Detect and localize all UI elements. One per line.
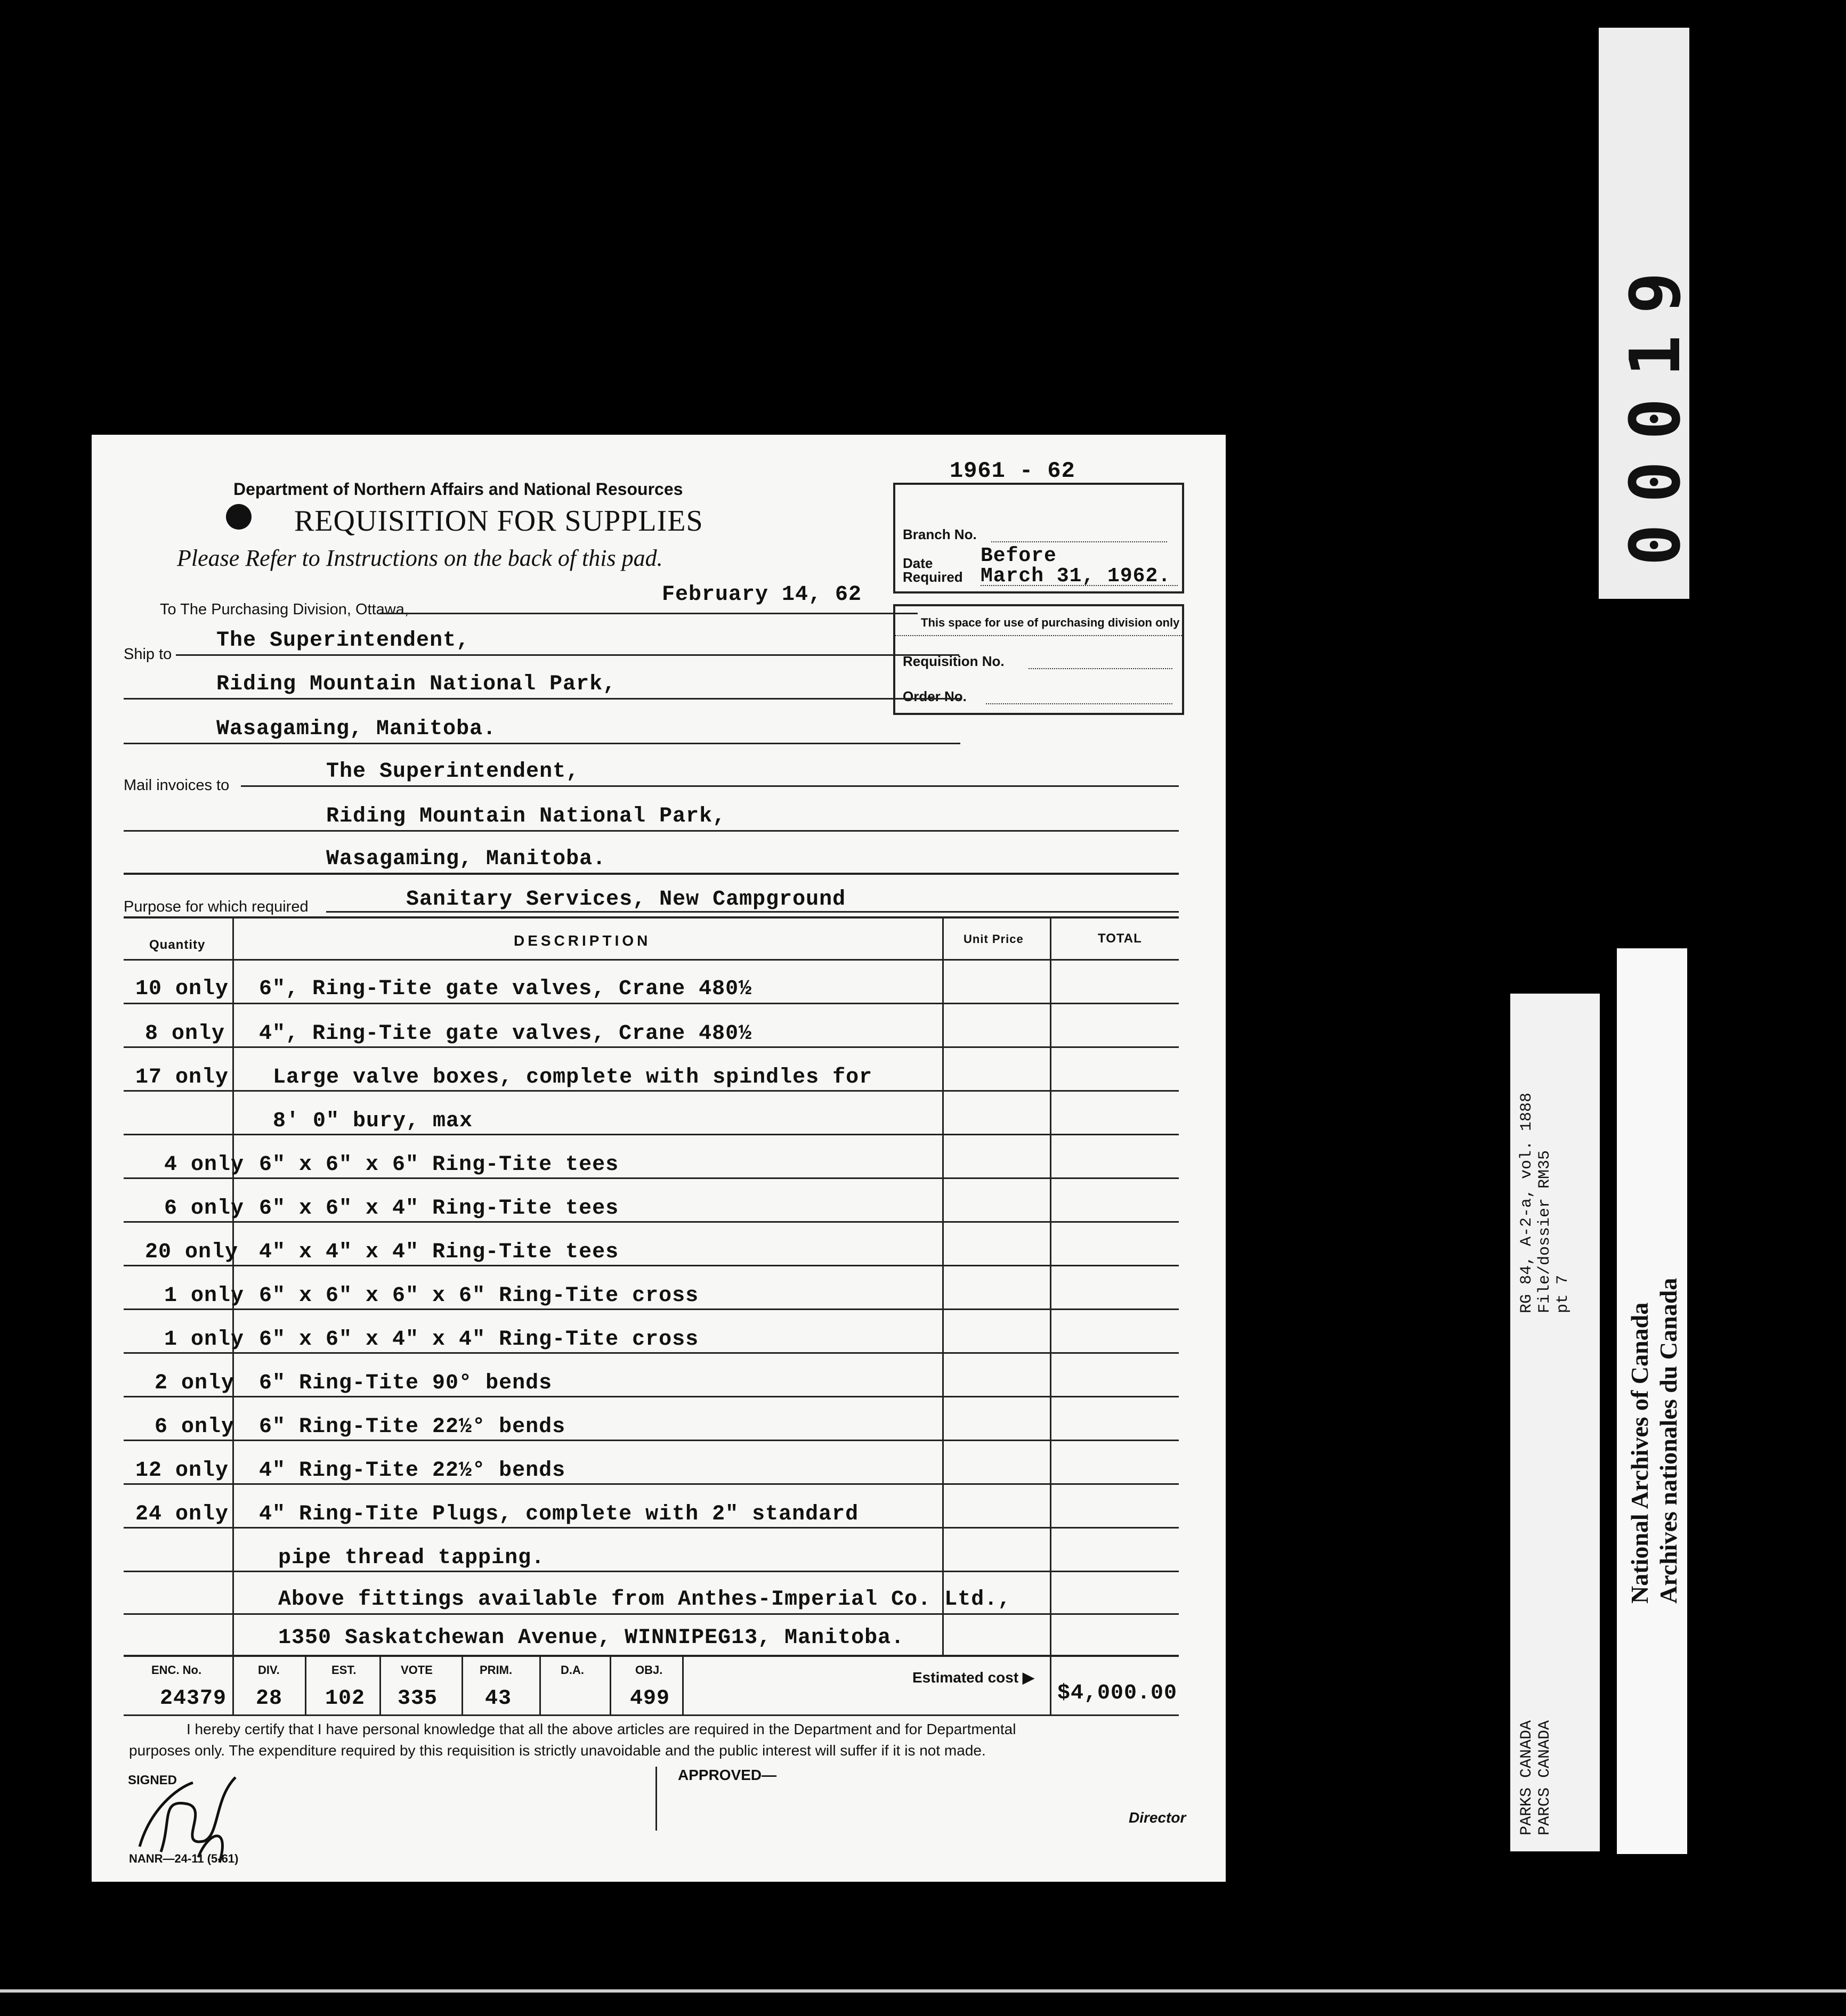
reference-line-1: RG 84, A-2-a, vol. 1888 [1518,1092,1536,1313]
row-qty: 4 only [164,1153,245,1177]
date-required-value-2: March 31, 1962. [981,565,1171,588]
prim-value: 43 [485,1687,512,1711]
mail-invoices-line-2: Riding Mountain National Park, [326,804,726,828]
row-description: Above fittings available from Anthes-Imperial Co. Ltd., [278,1588,1011,1612]
purpose-label: Purpose for which required [124,898,309,915]
unit-price-header: Unit Price [964,932,1024,946]
prim-label: PRIM. [480,1663,513,1677]
row-description: 6" Ring-Tite 22½° bends [259,1415,566,1439]
enc-label: ENC. No. [151,1663,202,1677]
approved-label: APPROVED— [678,1767,777,1783]
description-header: DESCRIPTION [514,932,651,949]
certification-line-1: I hereby certify that I have personal knowledge that all the above articles are required in the Department and for Departmental [187,1721,1016,1737]
date-label: Date [903,555,933,571]
form-code: NANR—24-11 (5-61) [129,1852,239,1865]
ship-to-label: Ship to [124,646,172,663]
row-description: pipe thread tapping. [278,1546,545,1570]
parks-line-2: PARCS CANADA [1536,1720,1554,1835]
certification-line-2: purposes only. The expenditure required by this requisition is strictly unavoidable and the public interest will suffer if it is not made. [129,1742,986,1759]
mail-invoices-label: Mail invoices to [124,777,230,794]
director-label: Director [1129,1809,1186,1826]
archives-card [1617,948,1687,1854]
est-value: 102 [325,1687,366,1711]
row-qty: 6 only [155,1415,235,1439]
estimated-cost-label: Estimated cost ▶ [912,1669,1034,1686]
branch-box [893,483,1184,594]
requisition-date: February 14, 62 [662,583,862,607]
row-qty: 1 only [164,1284,245,1308]
row-description: 1350 Saskatchewan Avenue, WINNIPEG13, Manitoba. [278,1626,905,1650]
order-number-label: Order No. [903,688,967,704]
row-description: 6" Ring-Tite 90° bends [259,1371,553,1395]
row-description: Large valve boxes, complete with spindles for [273,1066,873,1090]
row-qty: 20 only [145,1240,239,1264]
punch-hole-icon [226,504,252,530]
row-qty: 10 only [135,977,229,1001]
requisition-form [92,435,1226,1882]
row-description: 6" x 6" x 4" x 4" Ring-Tite cross [259,1328,699,1352]
frame-number-strip [1599,28,1696,599]
department-name: Department of Northern Affairs and National Resources [233,479,683,499]
enc-value: 24379 [160,1687,227,1711]
archives-line-2: Archives nationales du Canada [1655,1278,1682,1604]
row-qty: 12 only [135,1459,229,1483]
row-description: 6" x 6" x 4" Ring-Tite tees [259,1197,619,1221]
row-description: 6" x 6" x 6" Ring-Tite tees [259,1153,619,1177]
row-qty: 6 only [164,1197,245,1221]
row-description: 4" x 4" x 4" Ring-Tite tees [259,1240,619,1264]
reference-card [1510,994,1600,1851]
row-description: 4" Ring-Tite 22½° bends [259,1459,566,1483]
reference-line-3: pt 7 [1554,1274,1572,1313]
row-description: 8' 0" bury, max [273,1109,473,1133]
ship-to-line-2: Riding Mountain National Park, [216,672,617,696]
purchasing-box-heading: This space for use of purchasing division only [921,616,1180,629]
div-value: 28 [256,1687,283,1711]
row-qty: 24 only [135,1502,229,1526]
obj-value: 499 [630,1687,670,1711]
reference-line-2: File/dossier RM35 [1536,1150,1554,1313]
row-description: 6" x 6" x 6" x 6" Ring-Tite cross [259,1284,699,1308]
row-description: 6", Ring-Tite gate valves, Crane 480½ [259,977,752,1001]
da-label: D.A. [561,1663,584,1677]
obj-label: OBJ. [635,1663,663,1677]
date-required-value-1: Before [981,544,1057,567]
total-header: TOTAL [1098,931,1142,946]
fiscal-year: 1961 - 62 [950,458,1075,484]
purpose-value: Sanitary Services, New Campground [406,888,846,912]
quantity-header: Quantity [149,938,206,952]
est-label: EST. [331,1663,357,1677]
row-qty: 8 only [145,1022,225,1046]
archives-line-1: National Archives of Canada [1626,1302,1653,1604]
parks-line-1: PARKS CANADA [1518,1720,1536,1835]
vote-label: VOTE [401,1663,433,1677]
requisition-number-label: Requisition No. [903,653,1005,669]
ship-to-line-1: The Superintendent, [216,629,470,653]
signed-label: SIGNED [128,1773,177,1787]
purchasing-division-label: To The Purchasing Division, Ottawa, [160,601,409,618]
div-label: DIV. [258,1663,280,1677]
ship-to-line-3: Wasagaming, Manitoba. [216,717,497,741]
branch-label: Branch No. [903,526,977,542]
row-qty: 2 only [155,1371,235,1395]
row-qty: 17 only [135,1066,229,1090]
frame-number: 00019 [1615,250,1696,566]
row-qty: 1 only [164,1328,245,1352]
row-description: 4" Ring-Tite Plugs, complete with 2" standard [259,1502,859,1526]
form-title: REQUISITION FOR SUPPLIES [294,505,703,538]
instruction-line: Please Refer to Instructions on the back of this pad. [177,545,663,571]
mail-invoices-line-3: Wasagaming, Manitoba. [326,847,606,871]
estimated-cost-value: $4,000.00 [1057,1681,1178,1705]
row-description: 4", Ring-Tite gate valves, Crane 480½ [259,1022,752,1046]
required-label: Required [903,569,963,585]
vote-value: 335 [398,1687,438,1711]
mail-invoices-line-1: The Superintendent, [326,760,580,784]
bottom-border [0,1989,1846,1993]
